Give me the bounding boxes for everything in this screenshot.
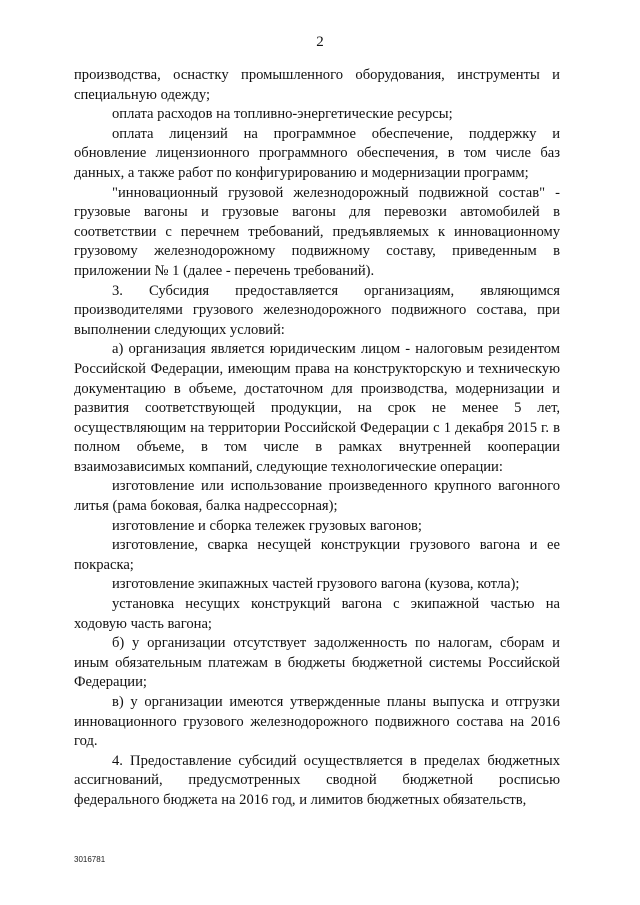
paragraph-section-4: 4. Предоставление субсидий осуществляется в пределах бюджетных ассигнований, предусмотренных сводной бюджетной росписью федерального бюджета на 2016 год, и лимитов бюджетных обязательств, — [74, 752, 560, 808]
document-code: 3016781 — [74, 855, 106, 864]
paragraph-section-3: 3. Субсидия предоставляется организациям, являющимся производителями грузового железнодорожного подвижного состава, при выполнении следующих условий: — [74, 282, 560, 338]
paragraph-condition-b: б) у организации отсутствует задолженность по налогам, сборам и иным обязательным платежам в бюджеты бюджетной системы Российской Федерации; — [74, 635, 560, 691]
paragraph-operation-welding: изготовление, сварка несущей конструкции грузового вагона и ее покраска; — [74, 537, 560, 573]
paragraph-operation-casting: изготовление или использование произведенного крупного вагонного литья (рама боковая, балка надрессорная); — [74, 478, 560, 515]
paragraph-condition-a: а) организация является юридическим лицом - налоговым резидентом Российской Федерации, имеющим права на конструкторскую и техническую документацию в объеме, достаточном для производства, модернизации и развития соответствующей продукции, на срок не менее 5 лет, осуществляющим на территории Российской Федерации с 1 декабря 2015 г. в полном объеме, в том числе в рамках внутренней кооперации взаимозависимых компаний, следующие технологические операции: — [74, 341, 560, 475]
paragraph-fuel-costs: оплата расходов на топливно-энергетические ресурсы; — [112, 106, 453, 123]
paragraph-software-licenses: оплата лицензий на программное обеспечение, поддержку и обновление лицензионного программного обеспечения, в том числе баз данных, а также работ по конфигурированию и модернизации программ; — [74, 125, 560, 181]
paragraph-innovative-rolling-stock-definition: "инновационный грузовой железнодорожный подвижной состав" - грузовые вагоны и грузовые вагоны для перевозки автомобилей в соответствии с перечнем требований, предъявляемых к инновационному грузовому железнодорожному подвижному составу, приведенным в приложении № 1 (далее - перечень требований). — [74, 184, 560, 279]
paragraph-operation-body: изготовление экипажных частей грузового вагона (кузова, котла); — [112, 576, 520, 593]
document-body — [74, 66, 560, 811]
page-number: 2 — [316, 34, 324, 50]
paragraph-operation-installation: установка несущих конструкций вагона с экипажной частью на ходовую часть вагона; — [74, 596, 560, 632]
paragraph-operation-bogies: изготовление и сборка тележек грузовых вагонов; — [112, 517, 422, 534]
paragraph-continuation: производства, оснастку промышленного оборудования, инструменты и специальную одежду; — [74, 67, 560, 103]
paragraph-condition-c: в) у организации имеются утвержденные планы выпуска и отгрузки инновационного грузового железнодорожного подвижного состава на 2016 год. — [74, 694, 560, 750]
